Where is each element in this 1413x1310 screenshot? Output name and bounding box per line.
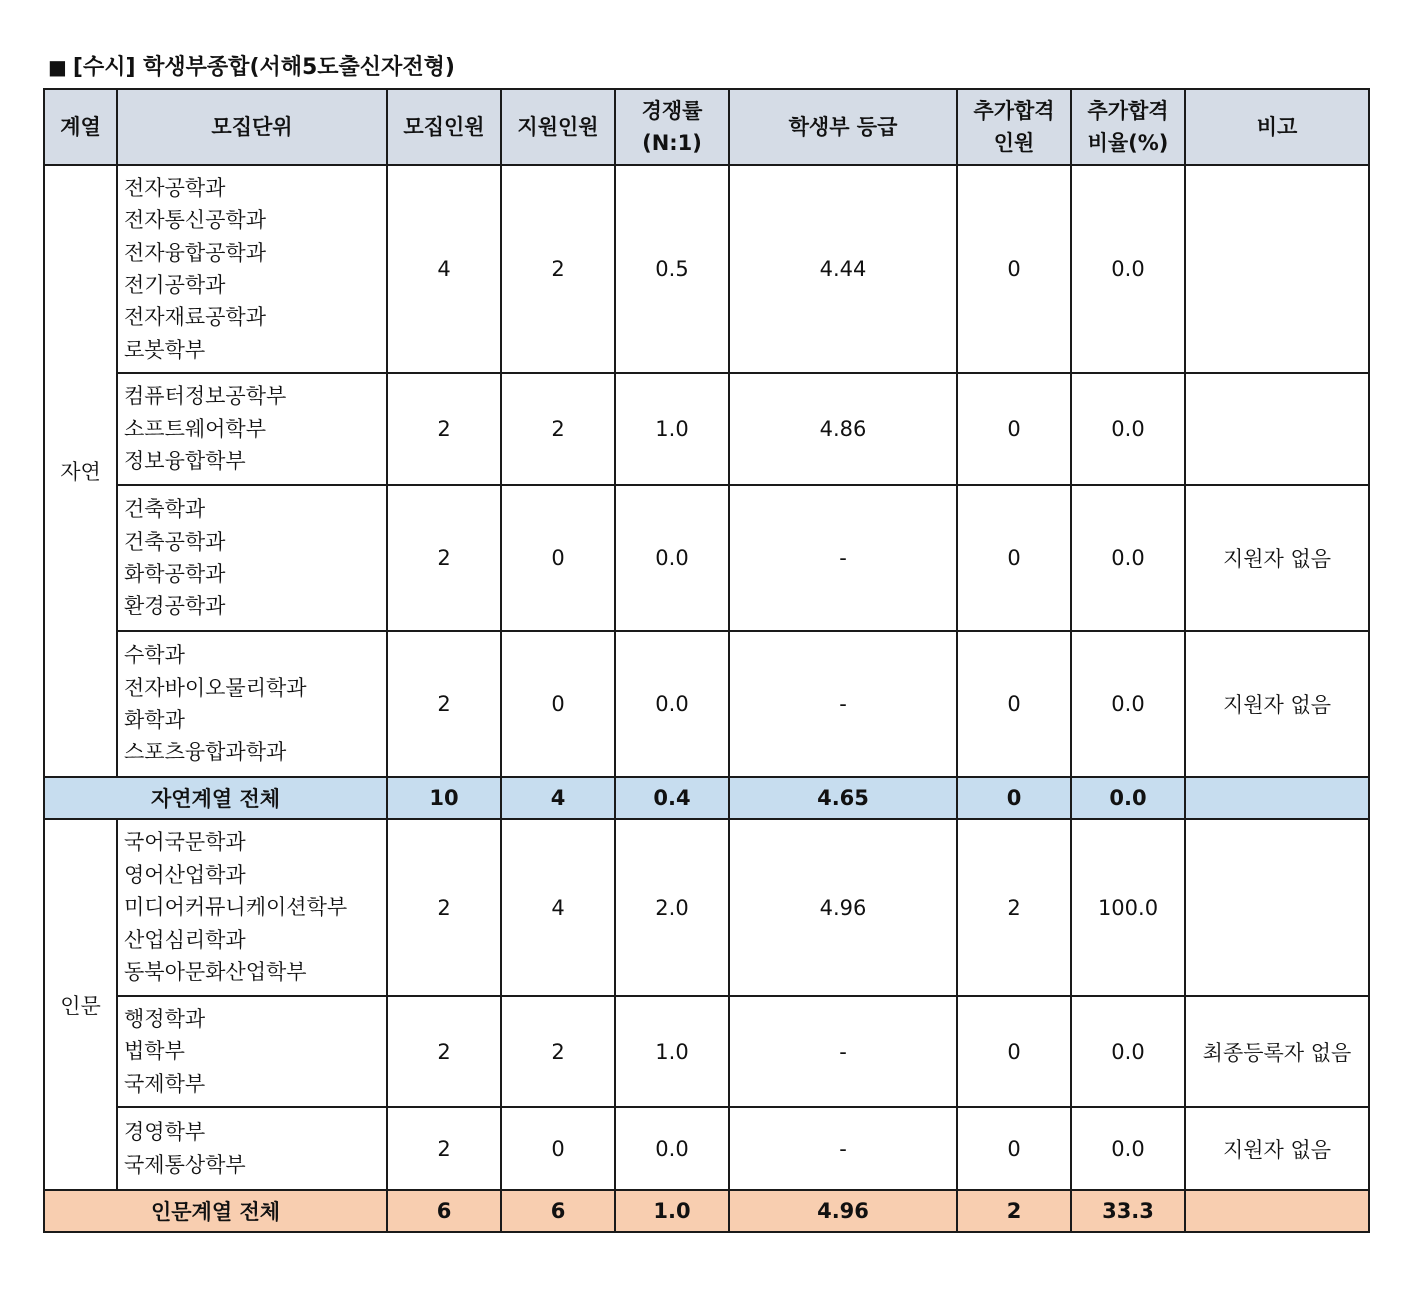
applicants-cell: 2 bbox=[501, 373, 615, 485]
extra-rate-cell: 0.0 bbox=[1071, 373, 1185, 485]
extra-count-cell: 0 bbox=[957, 373, 1071, 485]
note-cell: 최종등록자 없음 bbox=[1185, 996, 1369, 1107]
table-row bbox=[44, 485, 1369, 631]
header-row bbox=[44, 89, 1369, 165]
header-note: 비고 bbox=[1185, 89, 1369, 165]
extra-rate-cell: 0.0 bbox=[1071, 631, 1185, 777]
competition-cell: 0.0 bbox=[615, 1107, 729, 1190]
applicants-cell: 0 bbox=[501, 1107, 615, 1190]
grade-cell: - bbox=[729, 631, 957, 777]
competition-cell: 0.4 bbox=[615, 777, 729, 819]
quota-cell: 10 bbox=[387, 777, 501, 819]
unit-cell: 국어국문학과 영어산업학과 미디어커뮤니케이션학부 산업심리학과 동북아문화산업학부 bbox=[117, 819, 387, 996]
total-label: 인문계열 전체 bbox=[44, 1190, 387, 1232]
competition-cell: 0.0 bbox=[615, 485, 729, 631]
unit-cell: 행정학과 법학부 국제학부 bbox=[117, 996, 387, 1107]
grade-cell: 4.44 bbox=[729, 165, 957, 373]
table-title: [수시] 학생부종합(서해5도출신자전형) bbox=[72, 55, 455, 80]
unit-cell: 경영학부 국제통상학부 bbox=[117, 1107, 387, 1190]
quota-cell: 2 bbox=[387, 485, 501, 631]
extra-rate-cell: 0.0 bbox=[1071, 1107, 1185, 1190]
quota-cell: 2 bbox=[387, 996, 501, 1107]
quota-cell: 2 bbox=[387, 819, 501, 996]
note-cell: 지원자 없음 bbox=[1185, 631, 1369, 777]
extra-count-cell: 0 bbox=[957, 631, 1071, 777]
natural-total-row bbox=[44, 777, 1369, 819]
grade-cell: 4.96 bbox=[729, 1190, 957, 1232]
grade-cell: 4.65 bbox=[729, 777, 957, 819]
admission-results-table bbox=[43, 88, 1370, 1233]
extra-rate-cell: 0.0 bbox=[1071, 777, 1185, 819]
table-row bbox=[44, 165, 1369, 373]
competition-cell: 1.0 bbox=[615, 1190, 729, 1232]
total-label: 자연계열 전체 bbox=[44, 777, 387, 819]
applicants-cell: 4 bbox=[501, 819, 615, 996]
competition-cell: 1.0 bbox=[615, 996, 729, 1107]
extra-rate-cell: 33.3 bbox=[1071, 1190, 1185, 1232]
extra-count-cell: 0 bbox=[957, 996, 1071, 1107]
competition-cell: 1.0 bbox=[615, 373, 729, 485]
grade-cell: 4.86 bbox=[729, 373, 957, 485]
quota-cell: 2 bbox=[387, 631, 501, 777]
header-extra-rate: 추가합격 비율(%) bbox=[1071, 89, 1185, 165]
square-marker-icon: ■ bbox=[48, 55, 67, 79]
unit-cell: 전자공학과 전자통신공학과 전자융합공학과 전기공학과 전자재료공학과 로봇학부 bbox=[117, 165, 387, 373]
header-grade: 학생부 등급 bbox=[729, 89, 957, 165]
extra-count-cell: 2 bbox=[957, 819, 1071, 996]
quota-cell: 6 bbox=[387, 1190, 501, 1232]
competition-cell: 0.5 bbox=[615, 165, 729, 373]
note-cell bbox=[1185, 1190, 1369, 1232]
quota-cell: 4 bbox=[387, 165, 501, 373]
unit-cell: 수학과 전자바이오물리학과 화학과 스포츠융합과학과 bbox=[117, 631, 387, 777]
applicants-cell: 0 bbox=[501, 485, 615, 631]
grade-cell: - bbox=[729, 1107, 957, 1190]
grade-cell: 4.96 bbox=[729, 819, 957, 996]
table-row bbox=[44, 373, 1369, 485]
table-row bbox=[44, 1107, 1369, 1190]
header-competition: 경쟁률 (N:1) bbox=[615, 89, 729, 165]
header-applicants: 지원인원 bbox=[501, 89, 615, 165]
extra-rate-cell: 0.0 bbox=[1071, 165, 1185, 373]
extra-count-cell: 0 bbox=[957, 165, 1071, 373]
extra-count-cell: 2 bbox=[957, 1190, 1071, 1232]
extra-rate-cell: 100.0 bbox=[1071, 819, 1185, 996]
applicants-cell: 4 bbox=[501, 777, 615, 819]
extra-rate-cell: 0.0 bbox=[1071, 485, 1185, 631]
applicants-cell: 2 bbox=[501, 996, 615, 1107]
note-cell: 지원자 없음 bbox=[1185, 485, 1369, 631]
humanities-total-row bbox=[44, 1190, 1369, 1232]
grade-cell: - bbox=[729, 996, 957, 1107]
extra-count-cell: 0 bbox=[957, 777, 1071, 819]
category-cell: 인문 bbox=[44, 819, 117, 1190]
header-category: 계열 bbox=[44, 89, 117, 165]
note-cell bbox=[1185, 777, 1369, 819]
extra-rate-cell: 0.0 bbox=[1071, 996, 1185, 1107]
header-unit: 모집단위 bbox=[117, 89, 387, 165]
extra-count-cell: 0 bbox=[957, 485, 1071, 631]
note-cell: 지원자 없음 bbox=[1185, 1107, 1369, 1190]
competition-cell: 2.0 bbox=[615, 819, 729, 996]
header-quota: 모집인원 bbox=[387, 89, 501, 165]
applicants-cell: 6 bbox=[501, 1190, 615, 1232]
quota-cell: 2 bbox=[387, 1107, 501, 1190]
unit-cell: 컴퓨터정보공학부 소프트웨어학부 정보융합학부 bbox=[117, 373, 387, 485]
table-row bbox=[44, 819, 1369, 996]
grade-cell: - bbox=[729, 485, 957, 631]
competition-cell: 0.0 bbox=[615, 631, 729, 777]
extra-count-cell: 0 bbox=[957, 1107, 1071, 1190]
page-title bbox=[48, 50, 455, 81]
table-row bbox=[44, 631, 1369, 777]
applicants-cell: 0 bbox=[501, 631, 615, 777]
category-cell: 자연 bbox=[44, 165, 117, 777]
unit-cell: 건축학과 건축공학과 화학공학과 환경공학과 bbox=[117, 485, 387, 631]
note-cell bbox=[1185, 373, 1369, 485]
note-cell bbox=[1185, 165, 1369, 373]
quota-cell: 2 bbox=[387, 373, 501, 485]
header-extra-count: 추가합격 인원 bbox=[957, 89, 1071, 165]
table-row bbox=[44, 996, 1369, 1107]
applicants-cell: 2 bbox=[501, 165, 615, 373]
note-cell bbox=[1185, 819, 1369, 996]
